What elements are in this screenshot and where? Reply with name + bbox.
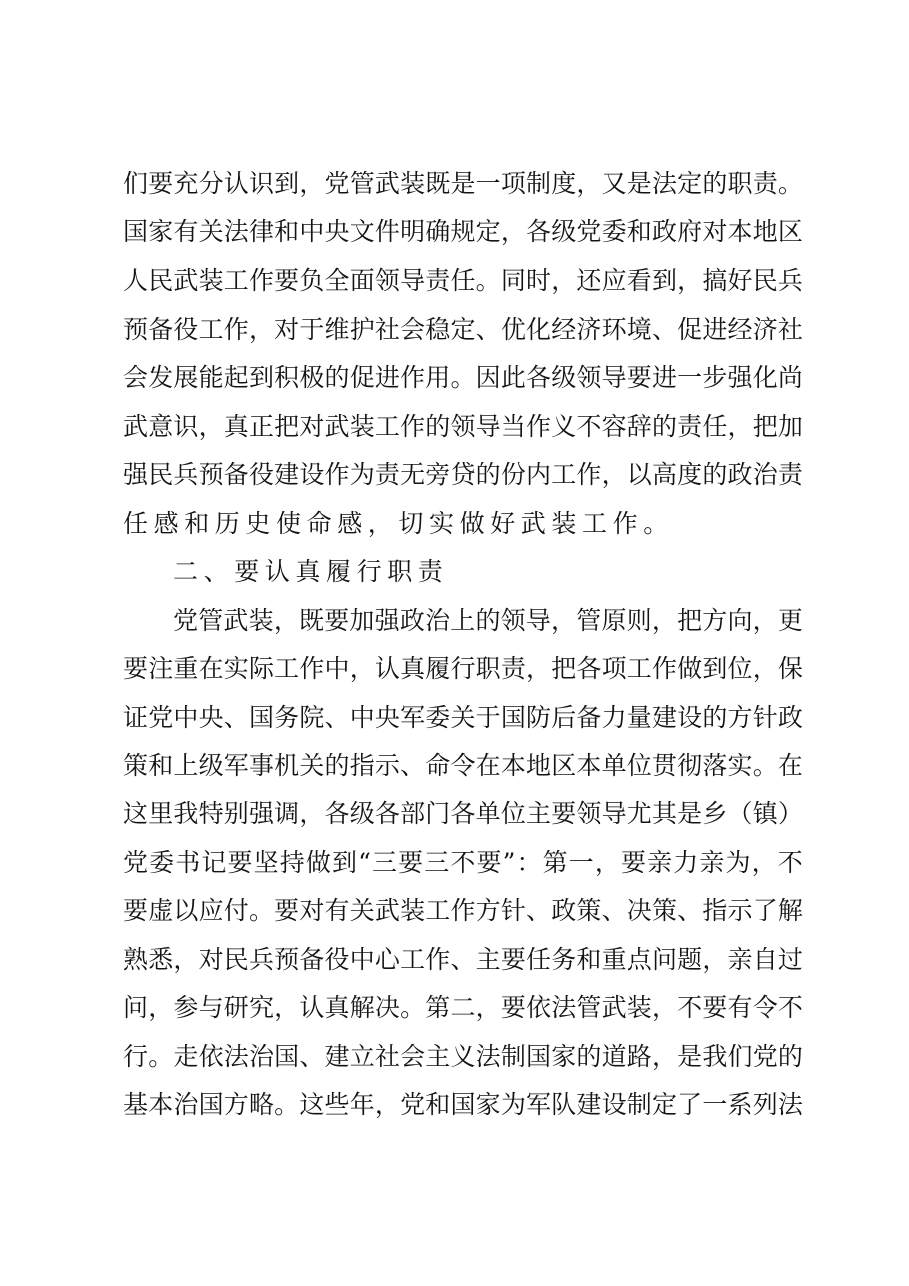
paragraph-line: 们 要 充 分 认 识 到 ， 党 管 武 装 既 是 一 项 制 度 ， 又 是 法 定 的 职 责 。 bbox=[123, 169, 803, 198]
paragraph-line: 国 家 有 关 法 律 和 中 央 文 件 明 确 规 定 ， 各 级 党 委 和 政 府 对 本 地 区 bbox=[123, 217, 803, 246]
paragraph-line: 强 民 兵 预 备 役 建 设 作 为 责 无 旁 贷 的 份 内 工 作 ， 以 高 度 的 政 治 责 bbox=[123, 460, 803, 489]
paragraph-line: 党 委 书 记 要 坚 持 做 到 “ 三 要 三 不 要 ” ： 第 一 ， 要 亲 力 亲 为 ， 不 bbox=[123, 848, 803, 877]
paragraph-line: 会 发 展 能 起 到 积 极 的 促 进 作 用 。 因 此 各 级 领 导 要 进 一 步 强 化 尚 bbox=[123, 363, 803, 392]
paragraph-line: 要 注 重 在 实 际 工 作 中 ， 认 真 履 行 职 责 ， 把 各 项 工 作 做 到 位 ， 保 bbox=[123, 654, 803, 683]
paragraph-line: 这 里 我 特 别 强 调 ， 各 级 各 部 门 各 单 位 主 要 领 导 尤 其 是 乡 （ 镇 ） bbox=[123, 799, 803, 828]
paragraph-line: 任感和历史使命感，切实做好武装工作。 bbox=[123, 509, 674, 538]
paragraph-line: 熟 悉 ， 对 民 兵 预 备 役 中 心 工 作 、 主 要 任 务 和 重 点 问 题 ， 亲 自 过 bbox=[123, 945, 803, 974]
paragraph-line: 武 意 识 ， 真 正 把 对 武 装 工 作 的 领 导 当 作 义 不 容 辞 的 责 任 ， 把 加 bbox=[123, 412, 803, 441]
paragraph-line: 人 民 武 装 工 作 要 负 全 面 领 导 责 任 。 同 时 ， 还 应 看 到 ， 搞 好 民 兵 bbox=[123, 266, 803, 295]
paragraph-line: 基 本 治 国 方 略 。 这 些 年 ， 党 和 国 家 为 军 队 建 设 制 定 了 一 系 列 法 bbox=[123, 1090, 803, 1119]
paragraph-line: 策 和 上 级 军 事 机 关 的 指 示 、 命 令 在 本 地 区 本 单 位 贯 彻 落 实 。 在 bbox=[123, 751, 803, 780]
paragraph-line: 问 ， 参 与 研 究 ， 认 真 解 决 。 第 二 ， 要 依 法 管 武 装 ， 不 要 有 令 不 bbox=[123, 993, 803, 1022]
paragraph-line: 预 备 役 工 作 ， 对 于 维 护 社 会 稳 定 、 优 化 经 济 环 境 、 促 进 经 济 社 bbox=[123, 315, 803, 344]
paragraph-line: 证 党 中 央 、 国 务 院 、 中 央 军 委 关 于 国 防 后 备 力 量 建 设 的 方 针 政 bbox=[123, 703, 803, 732]
paragraph-line: 行 。 走 依 法 治 国 、 建 立 社 会 主 义 法 制 国 家 的 道 路 ， 是 我 们 党 的 bbox=[123, 1042, 803, 1071]
section-heading: 二、要认真履行职责 bbox=[173, 557, 449, 586]
paragraph-line: 要 虚 以 应 付 。 要 对 有 关 武 装 工 作 方 针 、 政 策 、 决 策 、 指 示 了 解 bbox=[123, 896, 803, 925]
paragraph-line: 党 管 武 装 ， 既 要 加 强 政 治 上 的 领 导 ， 管 原 则 ， 把 方 向 ， 更 bbox=[173, 606, 803, 635]
